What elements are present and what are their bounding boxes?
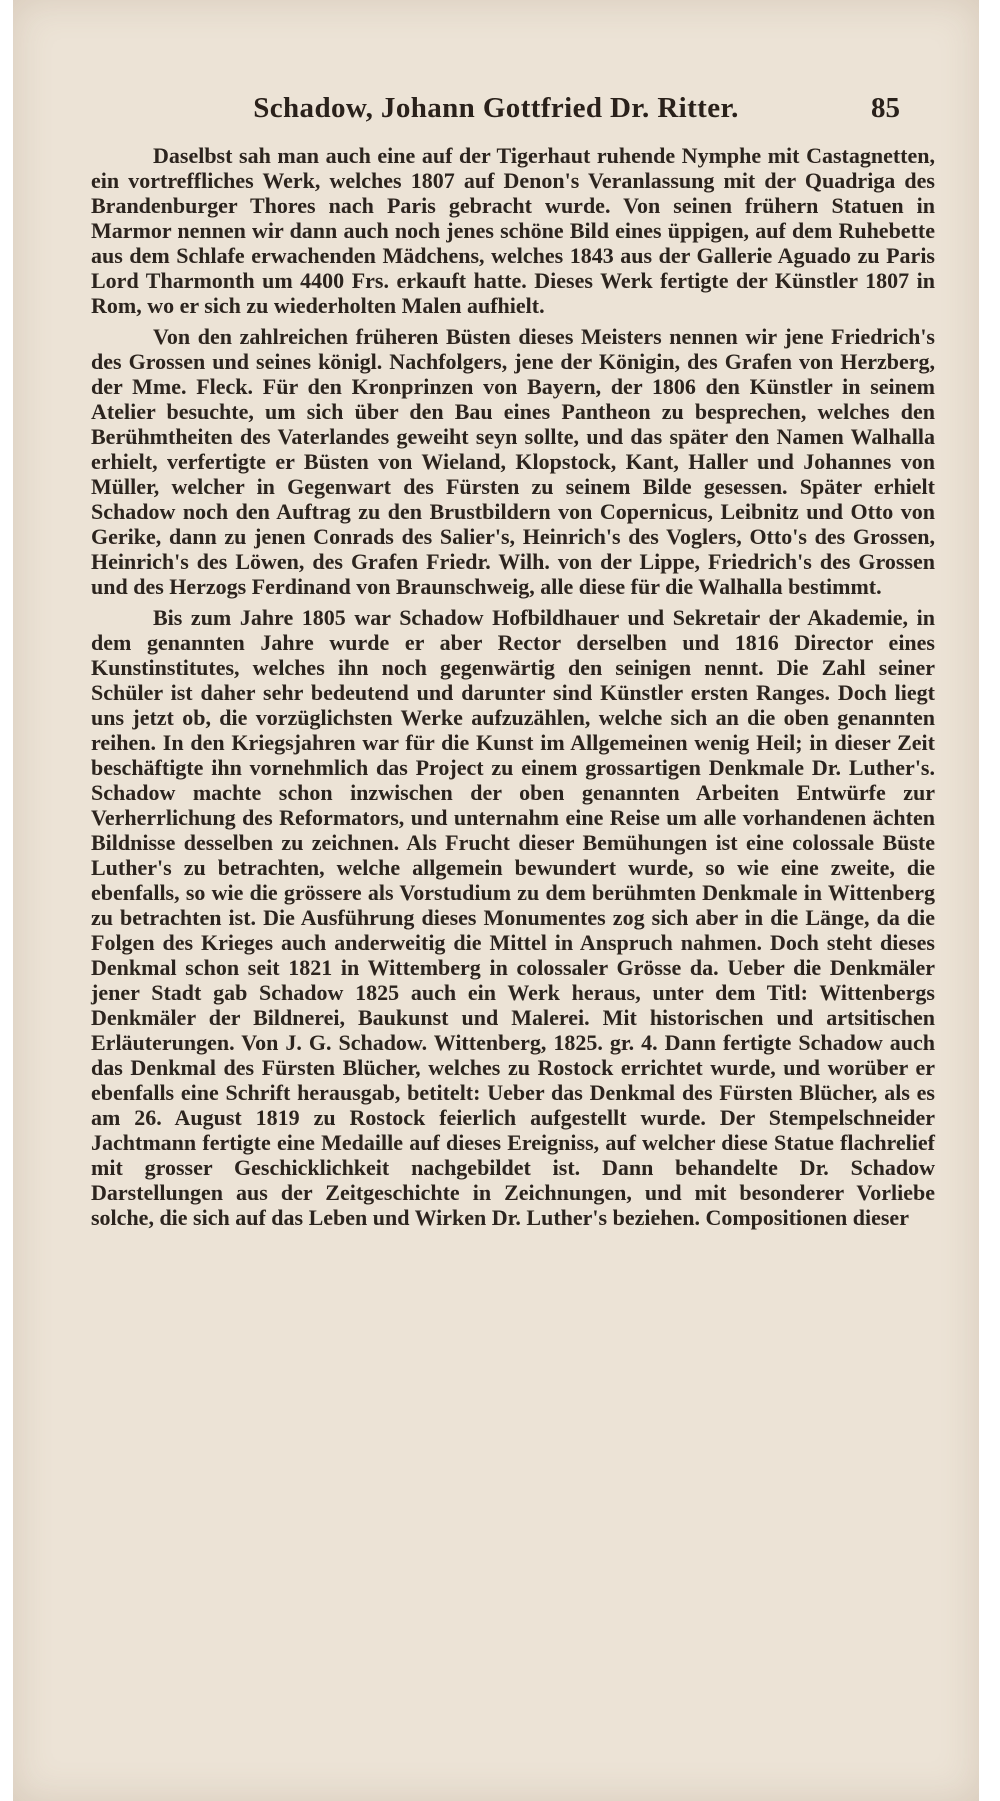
scan-margin: [979, 0, 1000, 1801]
paragraph-3: Bis zum Jahre 1805 war Schadow Hofbildhauer und Sekretair der Akademie, in dem genannten Jahre wurde er aber Rector derselben und 1816 Director eines Kunstinstitutes, welches ihn noch gegenwärtig den seinigen nennt. Die Zahl seiner Schüler ist daher sehr bedeutend und darunter sind Künstler ersten Ranges. Doch liegt uns jetzt ob, die vorzüglichsten Werke aufzuzählen, welche sich an die oben genannten reihen. In den Kriegsjahren war für die Kunst im Allgemeinen wenig Heil; in dieser Zeit beschäftigte ihn vornehmlich das Project zu einem grossartigen Denkmale Dr. Luther's. Schadow machte schon inzwischen der oben genannten Arbeiten Entwürfe zur Verherrlichung des Reformators, und unternahm eine Reise um alle vorhandenen ächten Bildnisse desselben zu zeichnen. Als Frucht dieser Bemühungen ist eine colossale Büste Luther's zu betrachten, welche allgemein bewundert wurde, so wie eine zweite, die ebenfalls, so wie die grössere als Vorstudium zu dem berühmten Denkmale in Wittenberg zu betrachten ist. Die Ausführung dieses Monumentes zog sich aber in die Länge, da die Folgen des Krieges auch anderweitig die Mittel in Anspruch nahmen. Doch steht dieses Denkmal schon seit 1821 in Wittemberg in colossaler Grösse da. Ueber die Denkmäler jener Stadt gab Schadow 1825 auch ein Werk heraus, unter dem Titl: Wittenbergs Denkmäler der Bildnerei, Baukunst und Malerei. Mit historischen und artsitischen Erläuterungen. Von J. G. Schadow. Wittenberg, 1825. gr. 4. Dann fertigte Schadow auch das Denkmal des Fürsten Blücher, welches zu Rostock errichtet wurde, und worüber er ebenfalls eine Schrift herausgab, betitelt: Ueber das Denkmal des Fürsten Blücher, als es am 26. August 1819 zu Rostock feierlich aufgestellt wurde. Der Stempelschneider Jachtmann fertigte eine Medaille auf dieses Ereigniss, auf welcher diese Statue flachrelief mit grosser Geschicklichkeit nachgebildet ist. Dann behandelte Dr. Schadow Darstellungen aus der Zeitgeschichte in Zeichnungen, und mit besonderer Vorliebe solche, die sich auf das Leben und Wirken Dr. Luther's beziehen. Compositionen dieser: [91, 605, 935, 1230]
page-number: 85: [871, 92, 900, 124]
paragraph-2: Von den zahlreichen früheren Büsten dieses Meisters nennen wir jene Friedrich's des Grossen und seines königl. Nachfolgers, jene der Königin, des Grafen von Herzberg, der Mme. Fleck. Für den Kronprinzen von Bayern, der 1806 den Künstler in seinem Atelier besuchte, um sich über den Bau eines Pantheon zu besprechen, welches den Berühmtheiten des Vaterlandes geweiht seyn sollte, und das später den Namen Walhalla erhielt, verfertigte er Büsten von Wieland, Klopstock, Kant, Haller und Johannes von Müller, welcher in Gegenwart des Fürsten zu seinem Bilde gesessen. Später erhielt Schadow noch den Auftrag zu den Brustbildern von Copernicus, Leibnitz und Otto von Gerike, dann zu jenen Conrads des Salier's, Heinrich's des Voglers, Otto's des Grossen, Heinrich's des Löwen, des Grafen Friedr. Wilh. von der Lippe, Friedrich's des Grossen und des Herzogs Ferdinand von Braunschweig, alle diese für die Walhalla bestimmt.: [91, 324, 935, 599]
book-page: [13, 0, 979, 1801]
running-title: Schadow, Johann Gottfried Dr. Ritter.: [253, 92, 739, 124]
page-header: [13, 92, 979, 132]
paragraph-1: Daselbst sah man auch eine auf der Tigerhaut ruhende Nymphe mit Castagnetten, ein vortreffliches Werk, welches 1807 auf Denon's Veranlassung mit der Quadriga des Brandenburger Thores nach Paris gebracht wurde. Von seinen frühern Statuen in Marmor nennen wir dann auch noch jenes schöne Bild eines üppigen, auf dem Ruhebette aus dem Schlafe erwachenden Mädchens, welches 1843 aus der Gallerie Aguado zu Paris Lord Tharmonth um 4400 Frs. erkauft hatte. Dieses Werk fertigte der Künstler 1807 in Rom, wo er sich zu wiederholten Malen aufhielt.: [91, 143, 935, 318]
body-text: [91, 143, 935, 1236]
